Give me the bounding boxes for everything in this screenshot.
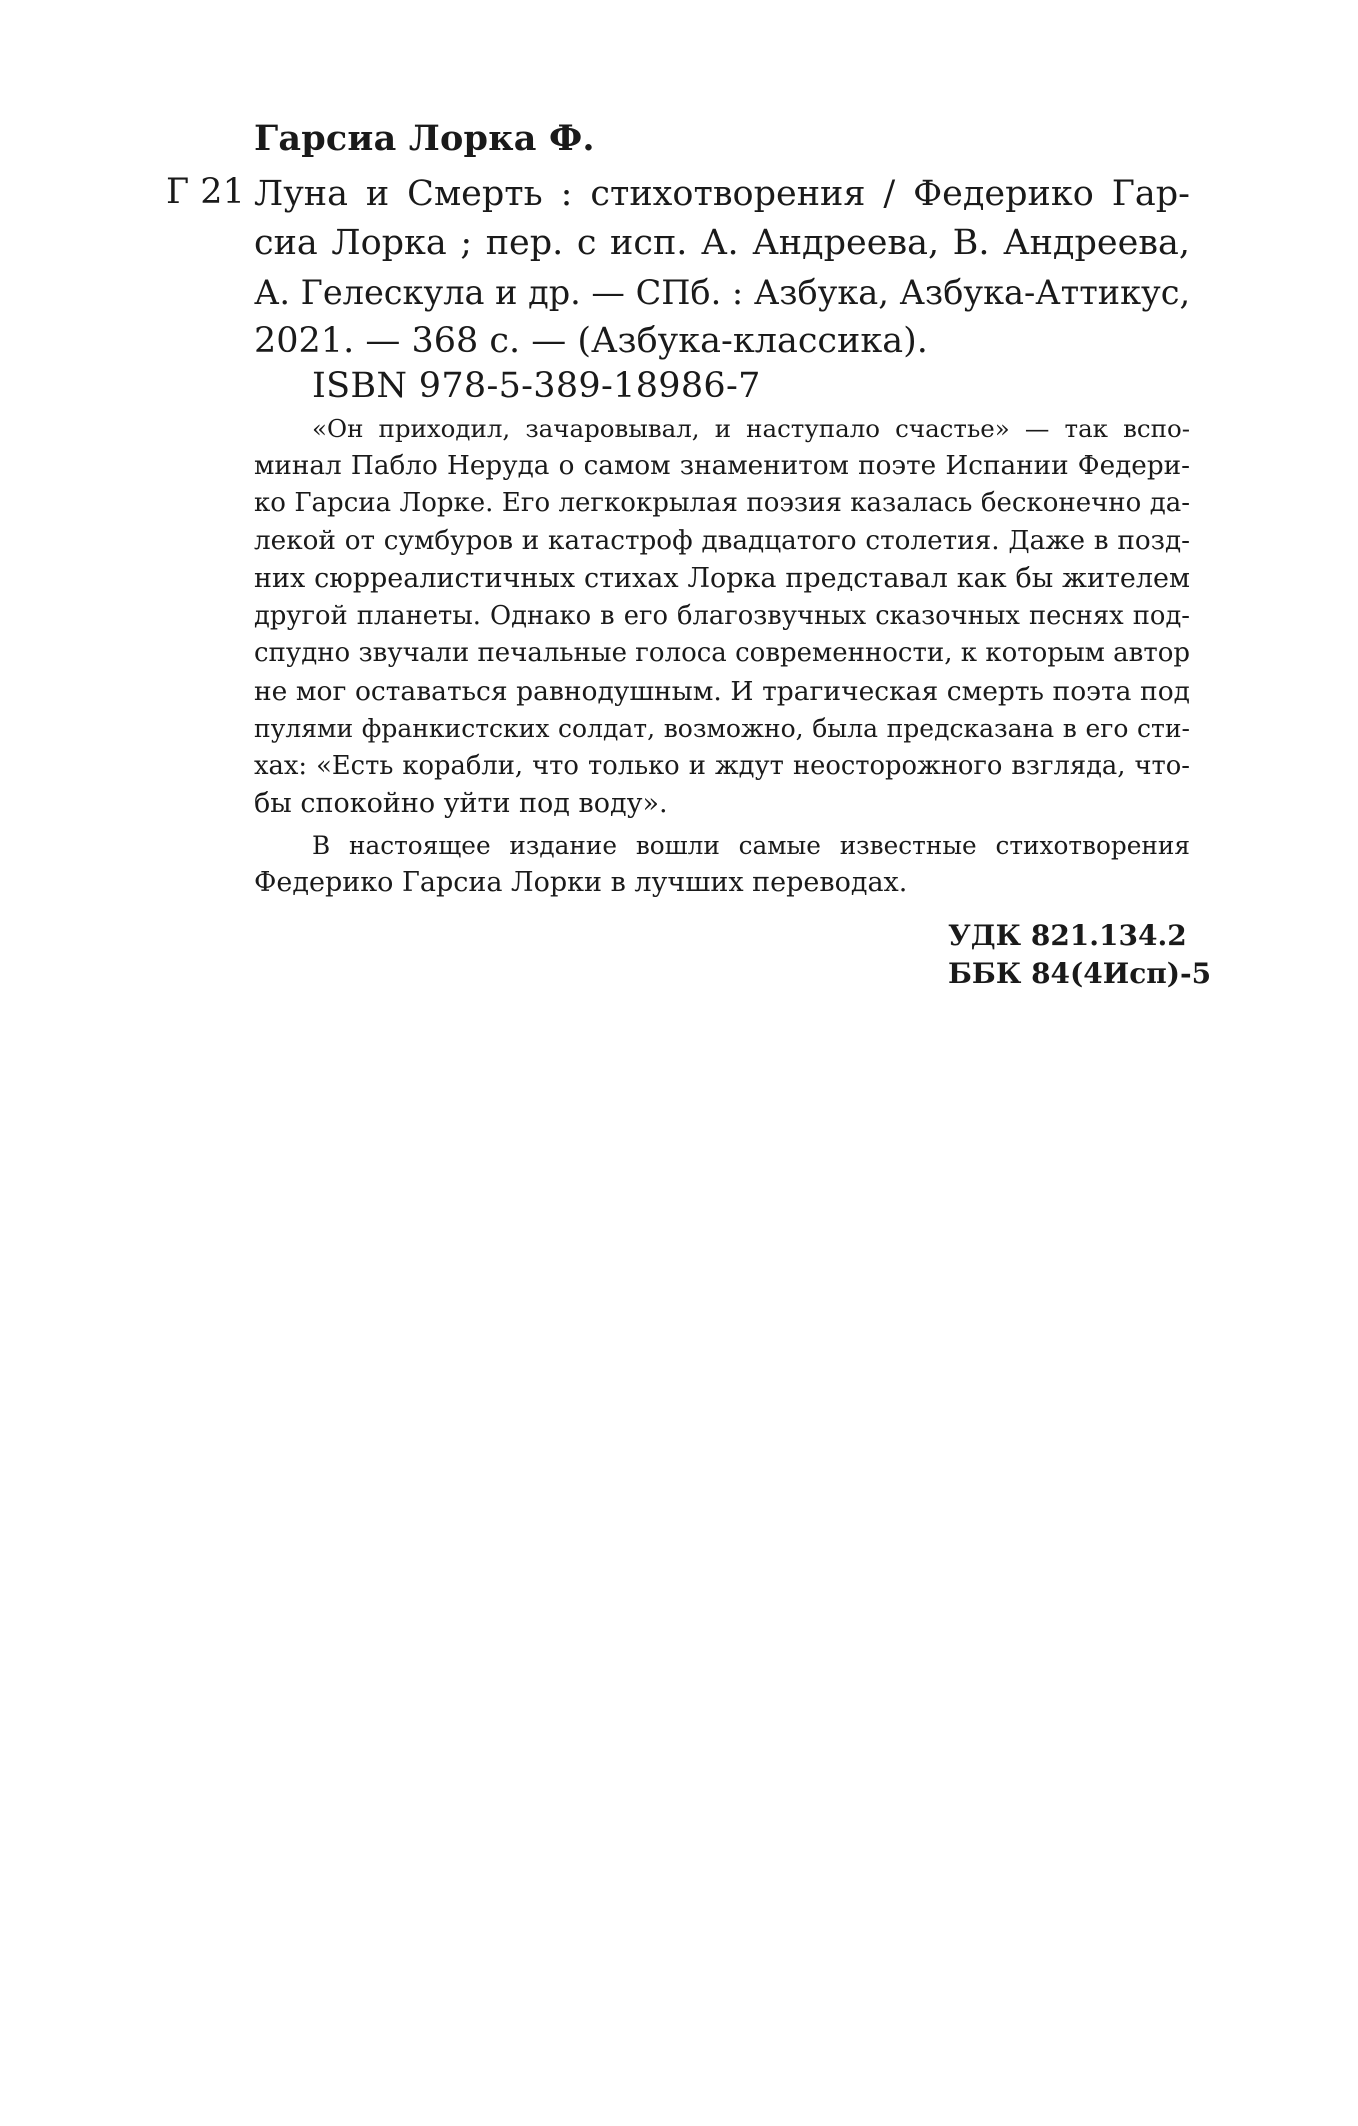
annotation-line: В настоящее издание вошли самые известные стихотворения xyxy=(312,830,1190,860)
annotation-line: Федерико Гарсиа Лорки в лучших переводах. xyxy=(254,867,908,898)
annotation-line: ко Гарсиа Лорке. Его легкокрылая поэзия казалась бесконечно да- xyxy=(254,488,1190,518)
annotation-line: лекой от сумбуров и катастроф двадцатого столетия. Даже в позд- xyxy=(254,525,1190,556)
author-heading: Гарсиа Лорка Ф. xyxy=(254,118,595,159)
description-line: 2021. — 368 с. — (Азбука-классика). xyxy=(254,321,928,361)
call-number: Г 21 xyxy=(166,172,245,212)
annotation-line: минал Пабло Неруда о самом знаменитом поэте Испании Федери- xyxy=(254,450,1190,481)
annotation-line: хах: «Есть корабли, что только и ждут неосторожного взгляда, что- xyxy=(254,750,1190,781)
description-line: Луна и Смерть : стихотворения / Федерико Гар- xyxy=(254,174,1190,214)
annotation-line: не мог оставаться равнодушным. И трагическая смерть поэта под xyxy=(254,675,1190,707)
description-line: сиа Лорка ; пер. с исп. А. Андреева, В. Андреева, xyxy=(254,223,1190,263)
classification-codes xyxy=(948,917,1211,993)
description-line: А. Гелескула и др. — СПб. : Азбука, Азбука-Аттикус, xyxy=(254,273,1191,312)
annotation-line: другой планеты. Однако в его благозвучных сказочных песнях под- xyxy=(254,600,1190,631)
annotation-line: спудно звучали печальные голоса современности, к которым автор xyxy=(254,638,1190,668)
bbk-code: ББК 84(4Исп)-5 xyxy=(948,957,1212,990)
annotation-line: «Он приходил, зачаровывал, и наступало счастье» — так вспо- xyxy=(312,414,1190,443)
annotation xyxy=(254,410,1190,902)
annotation-line: пулями франкистских солдат, возможно, была предсказана в его сти- xyxy=(254,714,1190,743)
bibliographic-description xyxy=(254,170,1190,366)
udc-code: УДК 821.134.2 xyxy=(948,919,1187,952)
isbn: ISBN 978-5-389-18986-7 xyxy=(312,366,761,406)
annotation-line: них сюрреалистичных стихах Лорка представал как бы жителем xyxy=(254,563,1190,594)
annotation-line: бы спокойно уйти под воду». xyxy=(254,788,668,819)
